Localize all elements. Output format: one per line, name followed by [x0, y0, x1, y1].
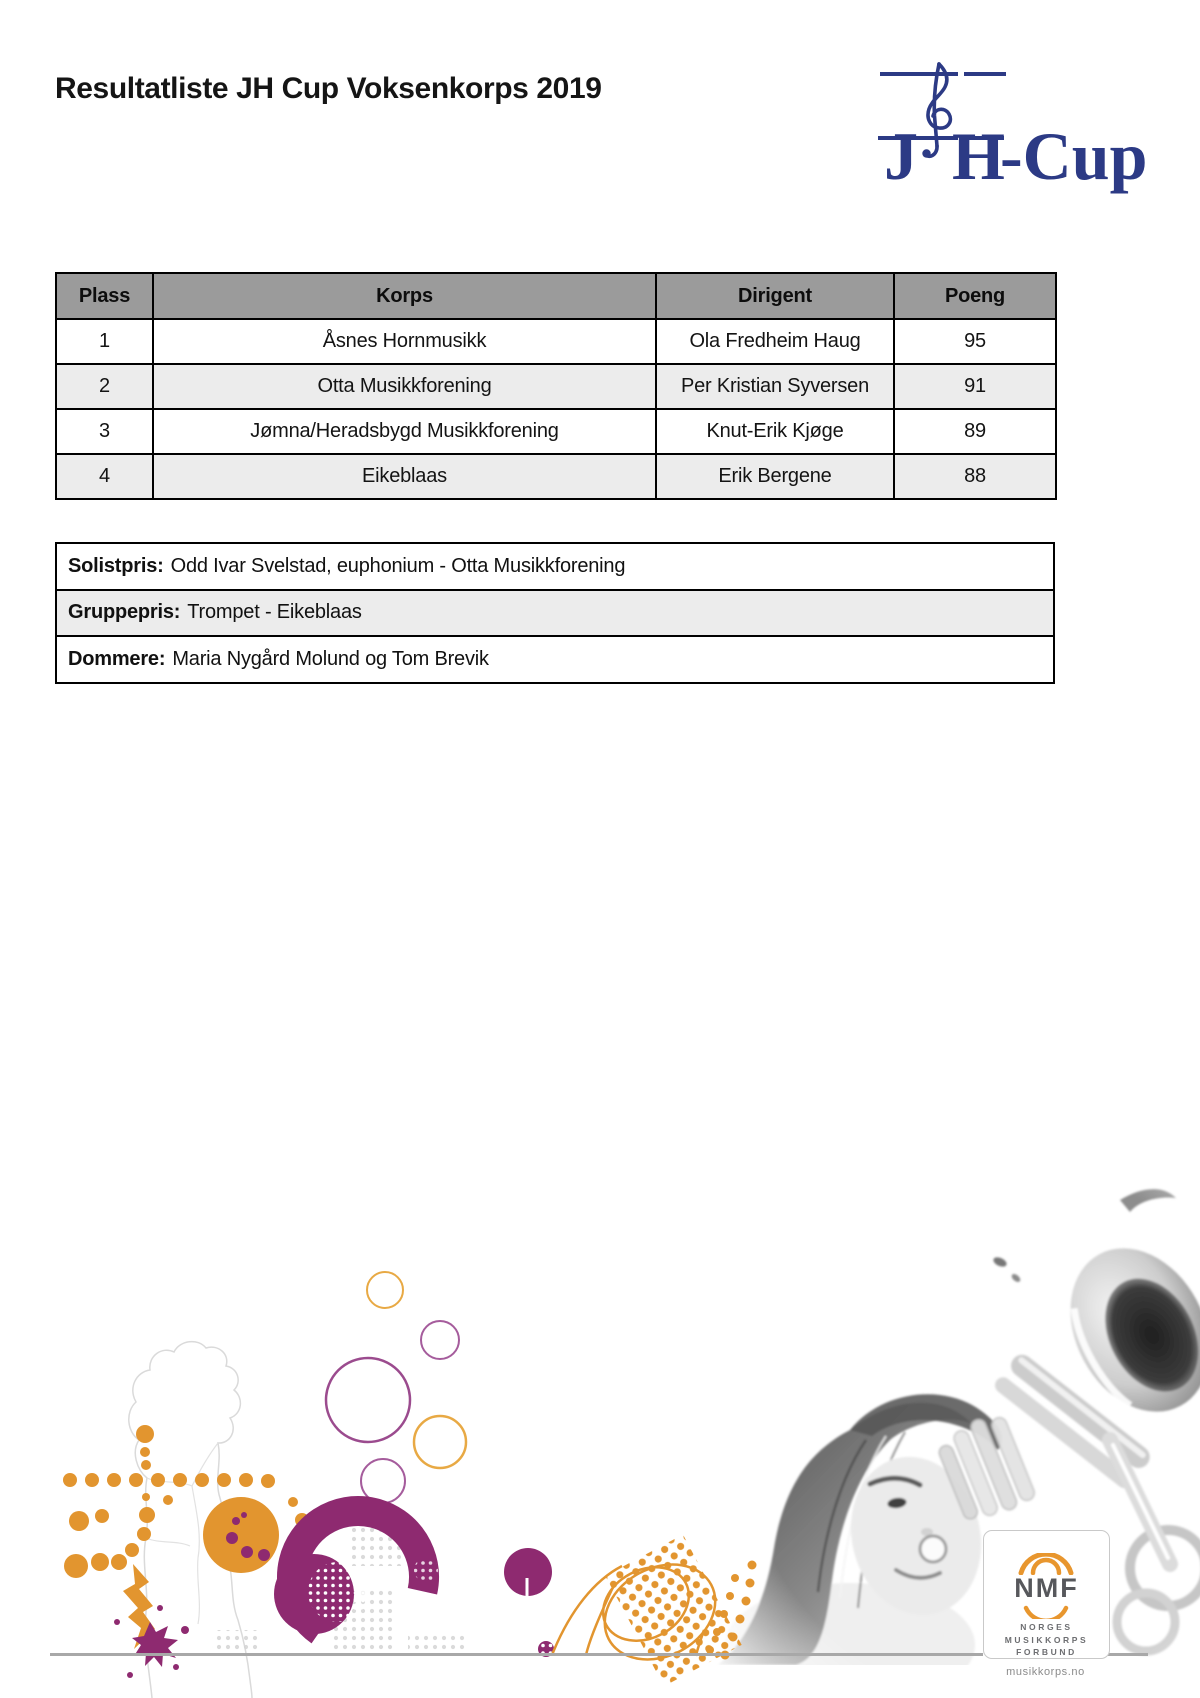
nmf-org-line: FORBUND: [1016, 1647, 1077, 1657]
logo-letter-h: H: [952, 118, 1005, 194]
award-label: Solistpris:: [68, 554, 164, 577]
nmf-website: musikkorps.no: [1006, 1666, 1085, 1678]
awards-box: [55, 542, 1055, 684]
footer-rule: [1108, 1653, 1148, 1656]
cell-poeng: 91: [894, 364, 1056, 409]
ink-splat: [114, 1605, 189, 1678]
award-text: Odd Ivar Svelstad, euphonium - Otta Musikkforening: [170, 554, 626, 577]
table-row: [56, 319, 1056, 364]
cell-poeng: 89: [894, 409, 1056, 454]
outline-circles: [326, 1272, 466, 1503]
nmf-org-line: MUSIKKORPS: [1004, 1634, 1089, 1645]
nmf-sound-arcs-icon: [1015, 1553, 1077, 1575]
nmf-smile-arc-icon: [1021, 1605, 1071, 1619]
nmf-org-name: [984, 1621, 1109, 1659]
cell-dirigent: Knut-Erik Kjøge: [656, 409, 894, 454]
nmf-org-line: NORGES: [1020, 1622, 1073, 1632]
cell-dirigent: Erik Bergene: [656, 454, 894, 499]
nmf-acronym: NMF: [1014, 1573, 1079, 1603]
award-text: Maria Nygård Molund og Tom Brevik: [172, 647, 489, 670]
orange-disc: [203, 1497, 279, 1573]
page-title: Resultatliste JH Cup Voksenkorps 2019: [55, 72, 602, 105]
col-header-korps: Korps: [153, 273, 656, 319]
cell-korps: Jømna/Heradsbygd Musikkforening: [153, 409, 656, 454]
table-row: [56, 364, 1056, 409]
cell-plass: 4: [56, 454, 153, 499]
award-text: Trompet - Eikeblaas: [187, 601, 362, 624]
cell-dirigent: Ola Fredheim Haug: [656, 319, 894, 364]
cell-korps: Eikeblaas: [153, 454, 656, 499]
cell-korps: Åsnes Hornmusikk: [153, 319, 656, 364]
results-header-row: [56, 273, 1056, 319]
logo-letter-j: J: [884, 118, 918, 194]
cell-plass: 2: [56, 364, 153, 409]
nmf-logo-card: [983, 1530, 1110, 1659]
award-row-dommere: [57, 635, 1053, 682]
results-table: [55, 272, 1057, 500]
cell-poeng: 95: [894, 319, 1056, 364]
cell-plass: 3: [56, 409, 153, 454]
jhcup-logo: [878, 58, 1148, 194]
purple-ball: [504, 1548, 554, 1657]
footer-rule: [50, 1653, 983, 1656]
award-row-gruppepris: [57, 589, 1053, 636]
cell-plass: 1: [56, 319, 153, 364]
award-row-solistpris: [57, 544, 1053, 589]
dotted-drum: [552, 1535, 757, 1687]
table-row: [56, 454, 1056, 499]
table-row: [56, 409, 1056, 454]
cell-poeng: 88: [894, 454, 1056, 499]
cell-korps: Otta Musikkforening: [153, 364, 656, 409]
award-label: Gruppepris:: [68, 601, 181, 624]
logo-suffix: -Cup: [1000, 118, 1148, 194]
cell-dirigent: Per Kristian Syversen: [656, 364, 894, 409]
col-header-poeng: Poeng: [894, 273, 1056, 319]
award-label: Dommere:: [68, 647, 166, 670]
col-header-plass: Plass: [56, 273, 153, 319]
col-header-dirigent: Dirigent: [656, 273, 894, 319]
logo-top-line-right: [964, 72, 1006, 76]
